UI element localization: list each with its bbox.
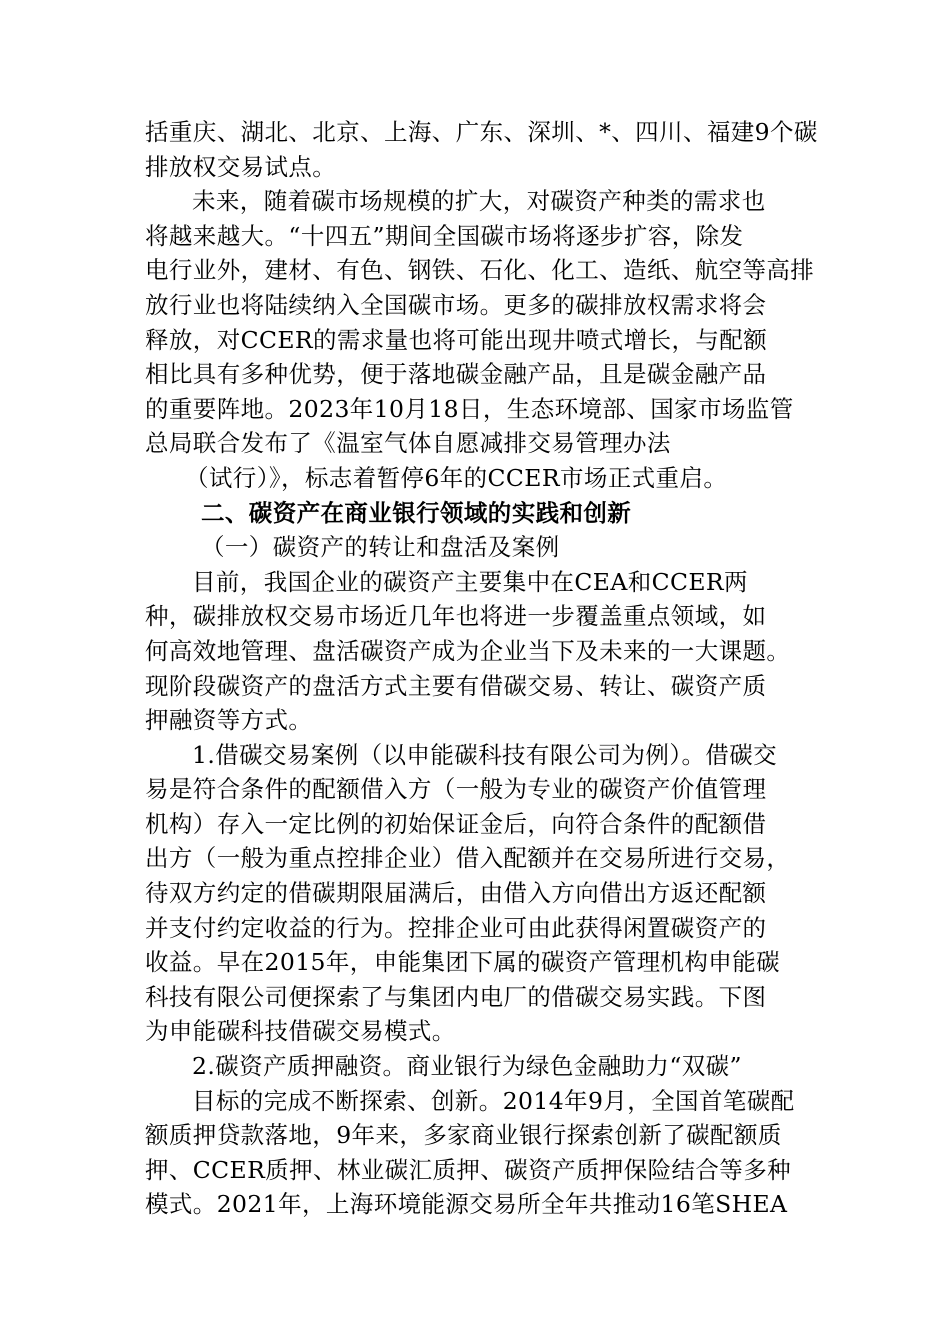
text-line: 模式。2021年，上海环境能源交易所全年共推动16笔SHEA <box>145 1190 788 1219</box>
text-line: 目前，我国企业的碳资产主要集中在CEA和CCER两 <box>192 567 748 596</box>
text-line: 种，碳排放权交易市场近几年也将进一步覆盖重点领域，如 <box>145 602 767 631</box>
text-line: 出方（一般为重点控排企业）借入配额并在交易所进行交易， <box>145 844 791 873</box>
text-line: 待双方约定的借碳期限届满后，由借入方向借出方返还配额 <box>145 879 767 908</box>
text-line: 额质押贷款落地，9年来，多家商业银行探索创新了碳配额质 <box>145 1121 782 1150</box>
text-line: 2.碳资产质押融资。商业银行为绿色金融助力“双碳” <box>192 1052 742 1081</box>
text-line: 放行业也将陆续纳入全国碳市场。更多的碳排放权需求将会 <box>145 290 767 319</box>
text-line: 排放权交易试点。 <box>145 152 337 181</box>
paragraph-current-status <box>145 565 807 738</box>
paragraph-future-ccer <box>145 184 815 495</box>
text-line: 押融资等方式。 <box>145 706 313 735</box>
paragraph-pledge-financing <box>145 1049 807 1222</box>
text-line: 现阶段碳资产的盘活方式主要有借碳交易、转让、碳资产质 <box>145 671 767 700</box>
text-line: 的重要阵地。2023年10月18日，生态环境部、国家市场监管 <box>145 394 794 423</box>
text-line: 释放，对CCER的需求量也将可能出现井喷式增长，与配额 <box>145 325 768 354</box>
text-line: 机构）存入一定比例的初始保证金后，向符合条件的配额借 <box>145 809 767 838</box>
text-line: 为申能碳科技借碳交易模式。 <box>145 1017 456 1046</box>
document-body <box>145 115 818 1222</box>
text-line: 相比具有多种优势，便于落地碳金融产品，且是碳金融产品 <box>145 360 767 389</box>
text-line: 将越来越大。“十四五”期间全国碳市场将逐步扩容，除发 <box>145 221 744 250</box>
text-line: 科技有限公司便探索了与集团内电厂的借碳交易实践。下图 <box>145 982 767 1011</box>
text-line: 总局联合发布了《温室气体自愿减排交易管理办法 <box>145 429 671 458</box>
text-line: 并支付约定收益的行为。控排企业可由此获得闲置碳资产的 <box>145 913 767 942</box>
paragraph-continuation <box>145 115 818 184</box>
paragraph-carbon-borrowing <box>145 738 807 1049</box>
text-line: （试行）》，标志着暂停6年的CCER市场正式重启。 <box>185 463 728 492</box>
text-line: 何高效地管理、盘活碳资产成为企业当下及未来的一大课题。 <box>145 636 791 665</box>
text-line: 易是符合条件的配额借入方（一般为专业的碳资产价值管理 <box>145 775 767 804</box>
text-line: 目标的完成不断探索、创新。2014年9月，全国首笔碳配 <box>192 1086 795 1115</box>
text-line: 押、CCER质押、林业碳汇质押、碳资产质押保险结合等多种 <box>145 1155 792 1184</box>
text-line: 1.借碳交易案例（以申能碳科技有限公司为例）。借碳交 <box>192 740 778 769</box>
text-line: 括重庆、湖北、北京、上海、广东、深圳、*、四川、福建9个碳 <box>145 118 818 146</box>
subsection-heading: （一）碳资产的转让和盘活及案例 <box>201 533 560 562</box>
text-line: 电行业外，建材、有色、钢铁、石化、化工、造纸、航空等高排 <box>145 256 815 285</box>
section-heading: 二、碳资产在商业银行领域的实践和创新 <box>201 498 632 527</box>
text-line: 收益。早在2015年，申能集团下属的碳资产管理机构申能碳 <box>145 948 781 977</box>
text-line: 未来，随着碳市场规模的扩大，对碳资产种类的需求也 <box>192 187 766 216</box>
